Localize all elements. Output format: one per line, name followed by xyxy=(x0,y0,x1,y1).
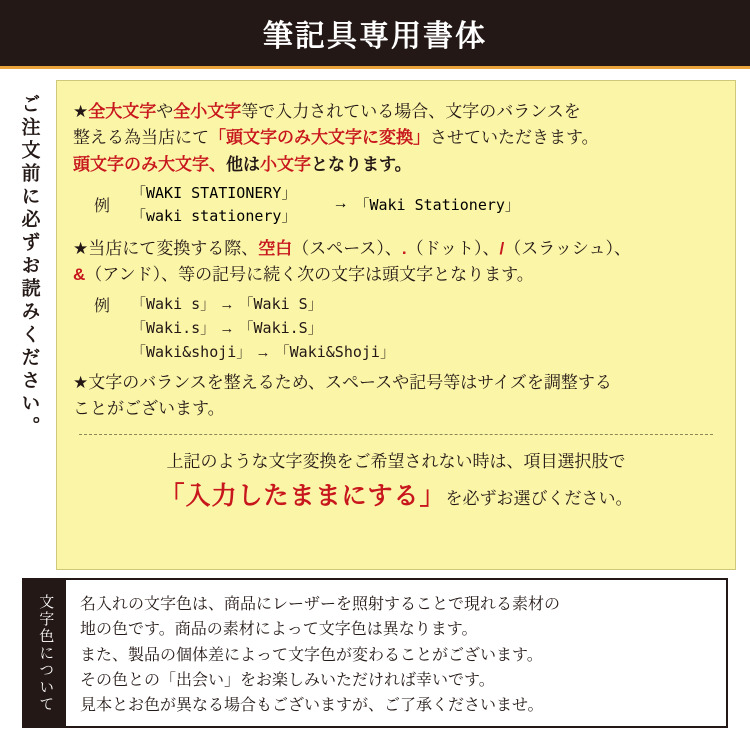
rule-1-line-2-c: させていただきます。 xyxy=(430,128,599,148)
text-color-tab xyxy=(24,580,66,726)
rule-2-line-1-g: （スラッシュ）、 xyxy=(504,239,632,259)
example-2-line-2-right: 「Waki&Shoji」 xyxy=(274,342,395,361)
rule-1-line-3 xyxy=(73,152,719,178)
page-title: 筆記具専用書体 xyxy=(263,20,487,53)
closing-option-label: 「入力したままにする」 xyxy=(159,482,446,511)
rule-1-line-2 xyxy=(73,125,719,151)
notice-panel xyxy=(56,80,736,570)
example-2-line-1-right: 「Waki.S」 xyxy=(238,318,323,337)
header-accent-rule xyxy=(0,66,750,69)
rule-2-line-1-d: . xyxy=(401,239,407,259)
rule-2 xyxy=(73,236,719,289)
example-1-left-line-1: 「WAKI STATIONERY」 xyxy=(131,184,297,203)
example-1 xyxy=(73,182,719,226)
example-2 xyxy=(73,293,719,362)
text-color-line: 地の色です。商品の素材によって文字色は異なります。 xyxy=(80,621,478,639)
text-color-line: 名入れの文字色は、商品にレーザーを照射することで現れる素材の xyxy=(80,596,561,613)
rule-1-seg-3: 全小文字 xyxy=(173,102,242,121)
rule-1-seg-4: 等で入力されている場合、文字のバランスを xyxy=(241,102,581,121)
text-color-line: その色との「出会い」をお楽しみいただければ幸いです。 xyxy=(80,671,495,689)
text-color-line: また、製品の個体差によって文字色が変わることがございます。 xyxy=(80,646,543,664)
main-area xyxy=(0,80,750,570)
example-2-line-0-right: 「Waki S」 xyxy=(238,294,323,313)
rule-2-line-1-f: / xyxy=(499,239,505,259)
side-note xyxy=(0,80,56,570)
header-bar xyxy=(0,0,750,66)
example-2-line-2-left: 「Waki&shoji」 xyxy=(131,342,252,361)
example-1-result: 「Waki Stationery」 xyxy=(354,195,520,214)
rule-1 xyxy=(73,99,719,178)
closing-line-2 xyxy=(73,476,719,512)
example-2-line xyxy=(131,341,395,362)
side-note-label: ご注文前に必ずお読みください。 xyxy=(18,94,40,439)
rule-1-seg-2: や xyxy=(156,102,174,121)
text-color-line: 見本とお色が異なる場合もございますが、ご了承くださいませ。 xyxy=(80,697,544,715)
example-2-lines xyxy=(131,293,395,362)
rule-2-line-2-a: & xyxy=(73,265,86,285)
rule-1-line-3-c: 小文字 xyxy=(260,154,311,174)
closing-line-1: 上記のような文字変換をご希望されない時は、項目選択肢で xyxy=(166,452,626,472)
example-2-line-0-arrow: → xyxy=(219,295,235,313)
rule-1-line-3-b: 他は xyxy=(226,154,260,174)
rule-3-line-1: ★文字のバランスを整えるため、スペースや記号等はサイズを調整する xyxy=(73,372,612,392)
rule-1-seg-1: 全大文字 xyxy=(88,102,157,121)
example-2-line xyxy=(131,293,395,314)
rule-2-line-1-a: ★当店にて変換する際、 xyxy=(73,239,259,259)
rule-3 xyxy=(73,370,719,423)
rule-2-line-1 xyxy=(73,236,719,262)
rule-1-line-3-d: となります。 xyxy=(311,154,412,174)
rule-1-line-1 xyxy=(73,99,719,125)
example-2-line-2-arrow: → xyxy=(255,343,271,361)
example-1-arrow: → xyxy=(332,195,349,213)
rule-2-line-1-b: 空白 xyxy=(258,239,293,259)
text-color-tab-label: 文字色について xyxy=(37,593,55,713)
rule-3-line-2: ことがございます。 xyxy=(73,399,225,419)
example-2-line-1-left: 「Waki.s」 xyxy=(131,318,216,337)
text-color-body xyxy=(66,580,726,726)
example-1-left xyxy=(131,182,296,226)
text-color-box xyxy=(22,578,728,728)
example-2-label: 例 xyxy=(93,297,110,315)
rule-2-line-2 xyxy=(73,262,719,288)
example-2-line-0-left: 「Waki s」 xyxy=(131,294,216,313)
dashed-separator xyxy=(79,434,713,435)
example-1-label: 例 xyxy=(93,197,110,215)
example-1-left-line-2: 「waki stationery」 xyxy=(131,207,297,226)
example-1-right xyxy=(332,194,519,215)
rule-2-line-2-b: （アンド）、等の記号に続く次の文字は頭文字となります。 xyxy=(85,265,534,285)
closing-line-2-tail: を必ずお選びください。 xyxy=(445,489,633,509)
rule-1-line-3-a: 頭文字のみ大文字、 xyxy=(73,154,226,174)
rule-1-star: ★ xyxy=(73,102,89,121)
example-2-line xyxy=(131,317,395,338)
rule-1-line-2-a: 整える為当店にて xyxy=(73,128,209,148)
rule-2-line-1-c: （スペース）、 xyxy=(292,239,402,259)
example-2-line-1-arrow: → xyxy=(219,319,235,337)
rule-1-line-2-b: 「頭文字のみ大文字に変換」 xyxy=(209,128,430,148)
rule-2-line-1-e: （ドット）、 xyxy=(406,239,500,259)
